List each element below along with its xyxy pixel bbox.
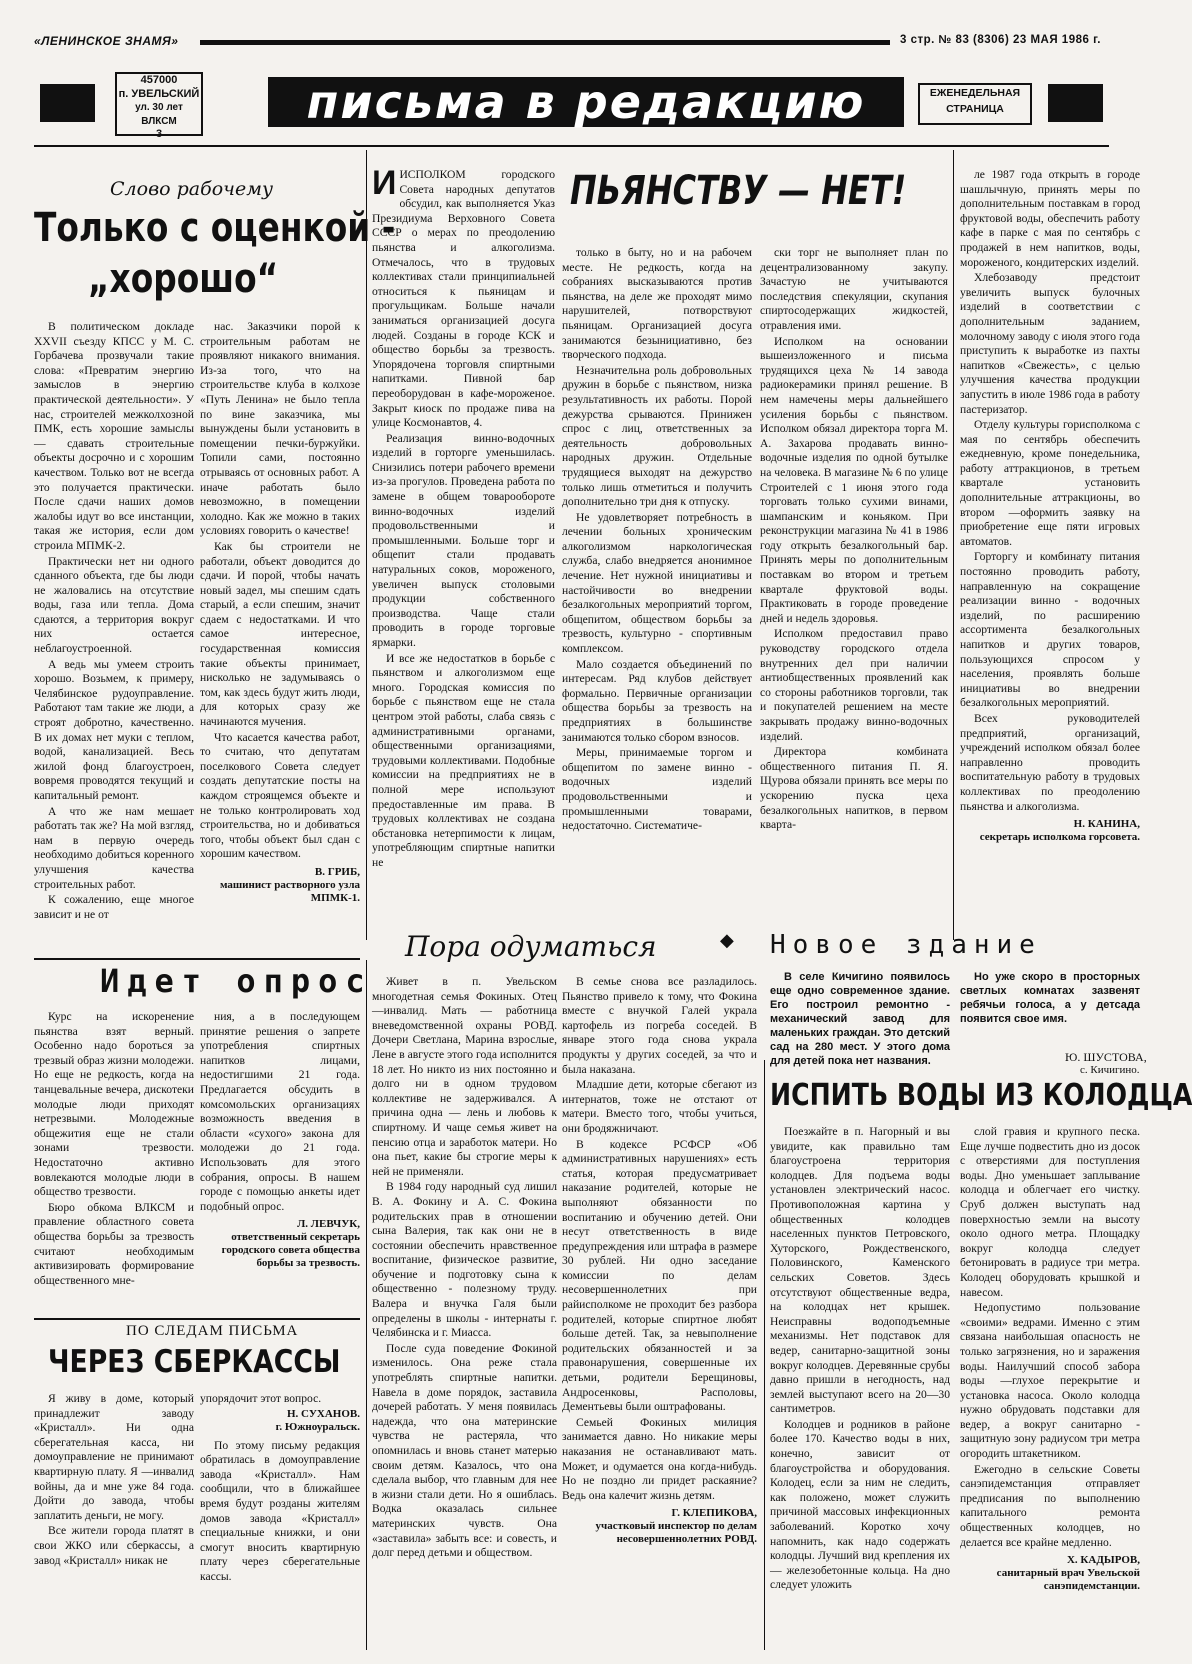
article4-signature-place: г. Южноуральск. bbox=[275, 1420, 360, 1433]
col-rule-4 bbox=[764, 1060, 765, 1650]
article2-p12: Директора комбината общественного питания П. Я. Щурова обязали принять все меры по ускорению пуска цеха безалкогольных напитков, в первом кварта- bbox=[760, 745, 948, 832]
banner-left-block bbox=[40, 84, 95, 122]
article1-p8: Что касается качества работ, то считаю, что депутатам поселкового Совета следует создать депутатские посты на каждом строящемся объекте и не только контролировать ход строительства, но и добиваться того, чтобы объект был сдан с хорошим качеством. bbox=[200, 730, 360, 861]
banner-under-rule bbox=[34, 145, 1109, 147]
article4-rubric: ПО СЛЕДАМ ПИСЬМА bbox=[126, 1323, 299, 1339]
article6-title: Новое здание bbox=[770, 930, 1042, 960]
article6-signature-name: Ю. ШУСТОВА, bbox=[1065, 1050, 1147, 1064]
masthead-rule bbox=[200, 40, 890, 45]
article3-signature-name: Л. ЛЕВЧУК, bbox=[297, 1218, 360, 1231]
article1-title-line1: Только с оценкой - bbox=[34, 205, 396, 251]
article6-col2 bbox=[960, 970, 1140, 1060]
address-box bbox=[115, 72, 203, 140]
article3-col1 bbox=[34, 1010, 194, 1310]
article4-p4: По этому письму редакция обратилась в домоуправление завода «Кристалл». Нам сообщили, что в ближайшее время будут розданы жителям домов завода «Кристалл» специальные книжки, и они смогут вносить квартирную плату через сберегательные кассы. bbox=[200, 1438, 360, 1583]
article2-p1: ИИСПОЛКОМ городского Совета народных депутатов обсудил, как выполняется Указ Президиума Верховного Совета СССР о мерах по преодолению пьянства и алкоголизма. Отмечалось, что в трудовых коллективах стали принципиальней относиться к пьяницам и прогульщикам. Больше начали заниматься организацией досуга людей. Созданы в городе КСК и общество борьбы за трезвость. Упорядочена торговля спиртными напитками. Пивной бар переоборудован в кафе-мороженое. Закрыт киоск по продаже пива на улице Космонавтов, 4. bbox=[372, 164, 555, 430]
article1-title-line2: „хорошо“ bbox=[88, 256, 279, 302]
article2-signature-role: секретарь исполкома горсовета. bbox=[979, 831, 1140, 844]
article5-p1: Живет в п. Увельском многодетная семья Фокиных. Отец —инвалид. Мать — работница вневедомственной охраны РОВД. Дочери Светлана, Марина взрослые, Лене в августе этого года исполнится 18 лет. Но никто из них постоянно и долго ни в одном трудовом коллективе не задерживался. А причина одна — лень и любовь к спиртному. И чаще семья живет на пенсию отца и заработок матери. Но она пьет, какие бы строгие меры к ней не применяли. bbox=[372, 975, 557, 1178]
article2-p13: ле 1987 года открыть в городе шашлычную, принять меры по дополнительным поставкам в город фруктовой воды, обеспечить работу кафе в парке с мая по сентябрь с продажей в нем напитков, воды, мороженого, кондитерских изделий. bbox=[960, 168, 1140, 269]
article2-p11: Исполком предоставил право руководству городского отдела внутренних дел при наличии антиобщественных проявлений как со стороны работников торговли, так и покупателей решением на месте закрывать продажу винно-водочных изделий. bbox=[760, 627, 948, 743]
article2-p5: Незначительна роль добровольных дружин в борьбе с пьянством, низка результативность их работы. Порой дежурства срываются. Принижен спрос с лиц, ответственных за деятельность добровольных народных дружин. Отдельные трудящиеся выходят на дежурство только лишь отметиться и получить дополнительно три дня к отпуску. bbox=[562, 363, 752, 509]
article5-p6: В кодексе РСФСР «Об административных нарушениях» есть статья, которая предусматривает наказание родителей, которые не выполняют обязанности по воспитанию и обучению детей. Они несут ответственность в виде предупреждения или штрафа в размере 30 рублей. Ни одно заседание комиссии по делам несовершеннолетних при райисполкоме не проходит без разбора родителей, которые спиртное любят больше детей. Так, за невыполнение родительских обязанностей и за правонарушения, совершенные их детьми, родители Берещиновы, Андросенковы, Располовы, Дементьевы были оштрафованы. bbox=[562, 1137, 757, 1414]
article1-signature-name: В. ГРИБ, bbox=[314, 865, 360, 878]
article2-col5 bbox=[760, 246, 948, 918]
article3-title: Идет опрос bbox=[100, 962, 373, 1000]
article5-col2 bbox=[562, 975, 757, 1655]
article4-p2: Все жители города платят в свои ЖКО или сберкассы, а завод «Кристалл» никак не bbox=[34, 1524, 194, 1567]
article1-p7: Как бы строители не работали, объект доводится до сдачи. И порой, чтобы начать новый задел, мы спешим сдать старый, а если спешим, значит сдаем с недостатками. И что самое интересное, государственная комиссия такие объекты принимает, нисколько не задумываясь о том, как здесь будут жить люди, для которых сразу же начинаются мучения. bbox=[200, 539, 360, 729]
article2-p3: И все же недостатков в борьбе с пьянством и алкоголизмом еще много. Городская комиссия по борьбе с пьянством еще не стала центром этой работы, слаба связь с административными органами, общественными организациями, трудовыми коллективами. Подобные комиссии на предприятиях не в полной мере используют предоставленные им права. В трудовых коллективах не создана обстановка нетерпимости к лицам, употребляющим спиртные напитки не bbox=[372, 651, 555, 869]
article2-signature-name: Н. КАНИНА, bbox=[1073, 818, 1140, 831]
address-line3: ул. 30 лет ВЛКСМ bbox=[135, 102, 183, 127]
article5-p4: В семье снова все разладилось. Пьянство привело к тому, что Фокина вместе с внучкой Галей украла картофель из погреба соседей. В январе этого года снова украла продукты у других соседей, за что и была наказана. bbox=[562, 975, 757, 1076]
article4-p3: упорядочит этот вопрос. bbox=[200, 1392, 322, 1405]
article1-p4: А что же нам мешает работать так же? На мой взгляд, нам в первую очередь необходимо добиться коренного улучшения качества строительных работ. bbox=[34, 804, 194, 891]
article2-p8: Меры, принимаемые торгом и общепитом по замене винно - водочных изделий продовольственными и промышленными товарами, недостаточно. Систематиче- bbox=[562, 746, 752, 833]
article5-p7: Семьей Фокиных милиция занимается давно. Но никакие меры наказания не останавливают мать. Может, и одумается она когда-нибудь. Но не поздно ли придет раскаяние? Ведь она калечит жизнь детям. bbox=[562, 1415, 757, 1502]
paper-name: «ЛЕНИНСКОЕ ЗНАМЯ» bbox=[34, 34, 179, 48]
article5-p2: В 1984 году народный суд лишил В. А. Фокину и А. С. Фокина родительских прав в отношении сына Валерия, так как они не в состоянии обеспечить нравственное воспитание, физическое развитие, обучение и подготовку сына к общественно - полезному труду. Валера и внучка Галя были определены в школы - интернаты г. Челябинска и г. Миасса. bbox=[372, 1180, 557, 1340]
article7-title: ИСПИТЬ ВОДЫ ИЗ КОЛОДЦА bbox=[770, 1078, 1192, 1113]
article7-col1 bbox=[770, 1125, 950, 1655]
article5-signature-name: Г. КЛЕПИКОВА, bbox=[671, 1507, 757, 1520]
article7-p4: Недопустимо пользование «своими» ведрами. Именно с этим связана наибольшая опасность не только загрязнения, но и заражения воды. Наилучший способ забора воды —глухое перекрытие и установка насоса. Около колодца нужно обрудовать подставки для ведер, а вокруг санитарно - защитную зону радиусом три метра огородить штакетником. bbox=[960, 1301, 1140, 1461]
article1-p1: В политическом докладе XXVII съезду КПСС у М. С. Горбачева прозвучали такие слова: «Превратим энергию замыслов в энергию практической деятельности». У нас, строителей межколхозной ПМК, есть хорошие замыслы — сдавать строительные объекты досрочно и с хорошим качеством. Только вот не всегда это получается практически. После сдачи наших домов жалобы идут во все инстанции, такая же история, если дом строила МПМК-2. bbox=[34, 320, 194, 552]
article7-p1: Поезжайте в п. Нагорный и вы увидите, как правильно там благоустроена территория колодцев. Для подъема воды установлен электрический насос. Противоположная картина у общественных колодцев населенных пунктов Петровского, Хуторского, Рождественского, Половинского, Каменского сельских Советов. Здесь отсутствуют общественные ведра, на колодцах нет крышек. Неисправны водоподъемные механизмы. Нет подставок для ведер, санитарно-защитной зоны вокруг колодцев. Деревянные срубы давно пришли в негодность, над землей выступают всего на 20—30 сантиметров. bbox=[770, 1125, 950, 1416]
article4-col1 bbox=[34, 1392, 194, 1654]
article2-title: ПЬЯНСТВУ — НЕТ! bbox=[570, 168, 907, 214]
article6-p2: Но уже скоро в просторных светлых комнатах зазвенят ребячьи голоса, а у детсада появится свое имя. bbox=[960, 971, 1140, 1025]
article2-col6 bbox=[960, 168, 1140, 928]
article2-p2: Реализация винно-водочных изделий в горторге уменьшилась. Снизились потери рабочего времени из-за прогулов. Проведена работа по замене в общем товарообороте винно-водочных изделий продовольственными и промышленными. Больше торг и общепит стали продавать натуральных соков, мороженого, увеличен выпуск столовыми продукции собственного производства. Чаще стали проводить в городе торговые ярмарки. bbox=[372, 431, 555, 649]
article2-p14: Хлебозаводу предстоит увеличить выпуск булочных изделий в соответствии с дополнительным заданием, молочному заводу с июля этого года приступить к выработке из пахты напитков «Свежесть», с целью улучшения качества продукции запустить в июле 1986 года в работу пастеризатор. bbox=[960, 271, 1140, 416]
article3-col2 bbox=[200, 1010, 360, 1310]
article2-p10: Исполком на основании вышеизложенного и письма трудящихся цеха № 14 завода радиокерамики принял решение. В нем намечены меры дальнейшего усиления борьбы с пьянством. Исполком обязал директора торга М. А. Захарова продавать винно-водочные изделия по одной бутылке на человека. В магазине № 6 по улице Строителей с 1 июня этого года торговать только сухими винами, шампанским и коньяком. При реконструкции магазина № 41 в 1986 году открыть безалкогольный бар. Принять меры по дополнительным поставкам во втором и третьем квартале фруктовой воды. Практиковать в городе проведение дней и недель здоровья. bbox=[760, 334, 948, 625]
article4-title: ЧЕРЕЗ СБЕРКАССЫ bbox=[48, 1344, 341, 1380]
article2-p6: Не удовлетворяет потребность в лечении больных хроническим алкоголизмом наркологическая служба, слабо внедряется анонимное лечение. Нет нужной инициативы и настойчивости во внедрении безалкогольных мероприятий торгом, общепитом, обществом борьбы за трезвость, культурно - спортивным комплексом. bbox=[562, 510, 752, 656]
article5-p5: Младшие дети, которые сбегают из интернатов, тоже не отстают от матери. Вместо того, чтобы учиться, они бродяжничают. bbox=[562, 1078, 757, 1135]
article3-p3: ния, а в последующем принятие решения о запрете употребления спиртных напитков лицами, недостигшими 21 года. Предлагается обсудить в комсомольских организациях возможность введения в области «сухого» закона для молодежи до 21 года. Использовать для этого собрания, опросы. В нашем городе с помощью анкеты идет подобный опрос. bbox=[200, 1010, 360, 1213]
article1-signature-role: машинист растворного узла МПМК-1. bbox=[219, 878, 360, 904]
article4-p1: Я живу в доме, который принадлежит заводу «Кристалл». Ни одна сберегательная касса, ни домоуправление не принимают квартирную плату. Я —инвалид войны, да и мне уже 84 года. Дойти до завода, чтобы заплатить деньги, не могу. bbox=[34, 1392, 194, 1522]
col-rule-3 bbox=[366, 960, 367, 1650]
address-line2: п. УВЕЛЬСКИЙ bbox=[118, 87, 200, 100]
article1-p3: А ведь мы умеем строить хорошо. Возьмем, к примеру, Челябинское рудоуправление. Работают там такие же люди, а строят добротно, качественно. В их домах нет муки с теплом, водой, канализацией. Весь жилой фонд благоустроен, вовремя проводятся текущий и капитальный ремонт. bbox=[34, 657, 194, 802]
article3-p1: Курс на искоренение пьянства взят верный. Особенно надо бороться за трезвый образ жизни молодежи. Но еще не редкость, когда на танцевальные вечера, дискотеки молодые люди приходят нетрезвыми. Молодежные общежития еще не стали зонами трезвости. Недостаточно активно вовлекаются молодые люди в общество трезвости. bbox=[34, 1010, 194, 1199]
article1-col2 bbox=[200, 320, 360, 948]
article1-p5: К сожалению, еще многое зависит и не от bbox=[34, 893, 194, 921]
article1-rubric: Слово рабочему bbox=[110, 178, 273, 200]
article2-p4: только в быту, но и на рабочем месте. Не редкость, когда на собраниях высказываются против пьянства, на деле же проходят мимо нарушителей, потворствуют пьяницам. Организацией досуга занимаются безынициативно, без творческого подхода. bbox=[562, 246, 752, 362]
weekly-line1: ЕЖЕНЕДЕЛЬНАЯ bbox=[929, 87, 1021, 99]
col-rule-2 bbox=[953, 150, 954, 940]
banner-right-block bbox=[1048, 84, 1103, 122]
article1-p6: нас. Заказчики порой к строительным работам не проявляют никакого внимания. Из-за того, что на строительстве клуба в колхозе «Путь Ленина» не было тепла по вине заказчика, мы вынуждены были установить в помещении печки-буржуйки. Топили сами, постоянно отрываясь от основных работ. А иначе работать было невозможно, в помещении холодно. Как же можно в таких условиях говорить о качестве! bbox=[200, 320, 360, 538]
article3-top-rule bbox=[34, 958, 360, 960]
article4-col2 bbox=[200, 1392, 360, 1654]
weekly-box bbox=[918, 83, 1032, 125]
article2-p17: Всех руководителей предприятий, организаций, учреждений исполком обязал более направленно проводить воспитательную работу в трудовых коллективах по преодолению пьянства и алкоголизма. bbox=[960, 711, 1140, 813]
article5-col1 bbox=[372, 975, 557, 1655]
article7-p3: слой гравия и крупного песка. Еще лучше подвестить дно из досок с отверстиями для поступления воды. Дно уменьшает заплывание колодца и облегчает его чистку. Сруб должен выступать над поверхностью земли на высоту около одного метра. Площадку вокруг колодца следует бетонировать в радиусе три метра. Колодец оборудовать крышкой и навесом. bbox=[960, 1125, 1140, 1299]
article7-signature-role: санитарный врач Увельской санэпидемстанции. bbox=[996, 1567, 1140, 1593]
article6-signature-place: с. Кичигино. bbox=[1080, 1064, 1140, 1076]
article2-col4 bbox=[562, 246, 752, 918]
article4-top-rule bbox=[34, 1318, 360, 1320]
article4-signature-name: Н. СУХАНОВ. bbox=[286, 1407, 360, 1420]
article3-p2: Бюро обкома ВЛКСМ и правление областного совета общества борьбы за трезвость считают необходимым активизировать формирование общественного мне- bbox=[34, 1200, 194, 1287]
col-rule-1 bbox=[366, 150, 367, 940]
article6-col1 bbox=[770, 970, 950, 1067]
address-line4: 3 bbox=[155, 128, 163, 140]
weekly-line2: СТРАНИЦА bbox=[946, 103, 1004, 115]
diamond-icon: ◆ bbox=[720, 930, 734, 950]
article2-p9: ски торг не выполняет план по децентрализованному закупу. Зачастую не учитываются последствия спекуляции, скупания спиртосодержащих жидкостей, отравления ими. bbox=[760, 246, 948, 332]
article1-p2: Практически нет ни одного сданного объекта, где бы люди не жаловались на отсутствие воды, газа или тепла. Дома сдаются, а территория вокруг них остается неблагоустроенной. bbox=[34, 554, 194, 656]
article7-p2: Колодцев и родников в районе более 170. Качество воды в них, конечно, зависит от благоустройства и оборудования. Колодец, если за ним не следить, как положено, может служить причиной массовых инфекционных заболеваний. Коротко хочу напомнить, как надо содержать колодцы. Лучший вид крепления их — железобетонные кольца. На дно следует уложить bbox=[770, 1417, 950, 1592]
article2-col3 bbox=[372, 164, 555, 918]
article7-p5: Ежегодно в сельские Советы санэпидемстанция отправляет предписания по выполнению капитального ремонта общественных колодцев, но делается все крайне медленно. bbox=[960, 1462, 1140, 1549]
issue-info: 3 стр. № 83 (8306) 23 МАЯ 1986 г. bbox=[900, 34, 1101, 46]
banner-title: письма в редакцию bbox=[268, 77, 904, 127]
article2-p15: Отделу культуры горисполкома с мая по сентябрь обеспечить ежедневную, кроме понедельника, работу аттракционов, в третьем квартале установить дополнительные аттракционы, во втором —оформить заявку на приобретение еще пяти игровых автоматов. bbox=[960, 418, 1140, 548]
article7-signature-name: Х. КАДЫРОВ, bbox=[1066, 1554, 1140, 1567]
article5-signature-role: участковый инспектор по делам несовершеннолетних РОВД. bbox=[595, 1520, 757, 1546]
article6-p1: В селе Кичигино появилось еще одно современное здание. Его построил ремонтно - механический завод для маленьких граждан. Это детский сад на 280 мест. У этого дома для детей пока нет названия. bbox=[770, 971, 950, 1067]
article2-p7: Мало создается объединений по интересам. Ряд клубов действует формально. Первичные организации общества борьбы за трезвость на предприятиях в большинстве занимаются только сбором взносов. bbox=[562, 657, 752, 744]
article5-title: Пора одуматься bbox=[405, 930, 657, 963]
article3-signature-role: ответственный секретарь городского совета общества борьбы за трезвость. bbox=[221, 1231, 360, 1270]
address-line1: 457000 bbox=[140, 74, 178, 86]
article5-p3: После суда поведение Фокиной изменилось. Она реже стала употреблять спиртные напитки. Навела в доме порядок, заставила дочерей работать. У меня появилась надежда, что она материнские чувства не растеряла, что опомнилась и вновь станет матерью своим детям. Казалось, что она сделала выбор, что главным для нее в жизни стали дети. Но я ошиблась. Водка оказалась сильнее материнских чувств. Она «заставила» забыть все: и совесть, и долг перед детьми и обществом. bbox=[372, 1341, 557, 1560]
article7-col2 bbox=[960, 1125, 1140, 1655]
article1-col1 bbox=[34, 320, 194, 948]
article2-p16: Горторгу и комбинату питания постоянно проводить работу, направленную на сокращение реализации винно - водочных изделий, по расширению ассортимента безалкогольных напитков и других товаров, пользующихся спросом у населения, проявлять больше инициативы во внедрении безалкогольных мероприятий. bbox=[960, 550, 1140, 710]
